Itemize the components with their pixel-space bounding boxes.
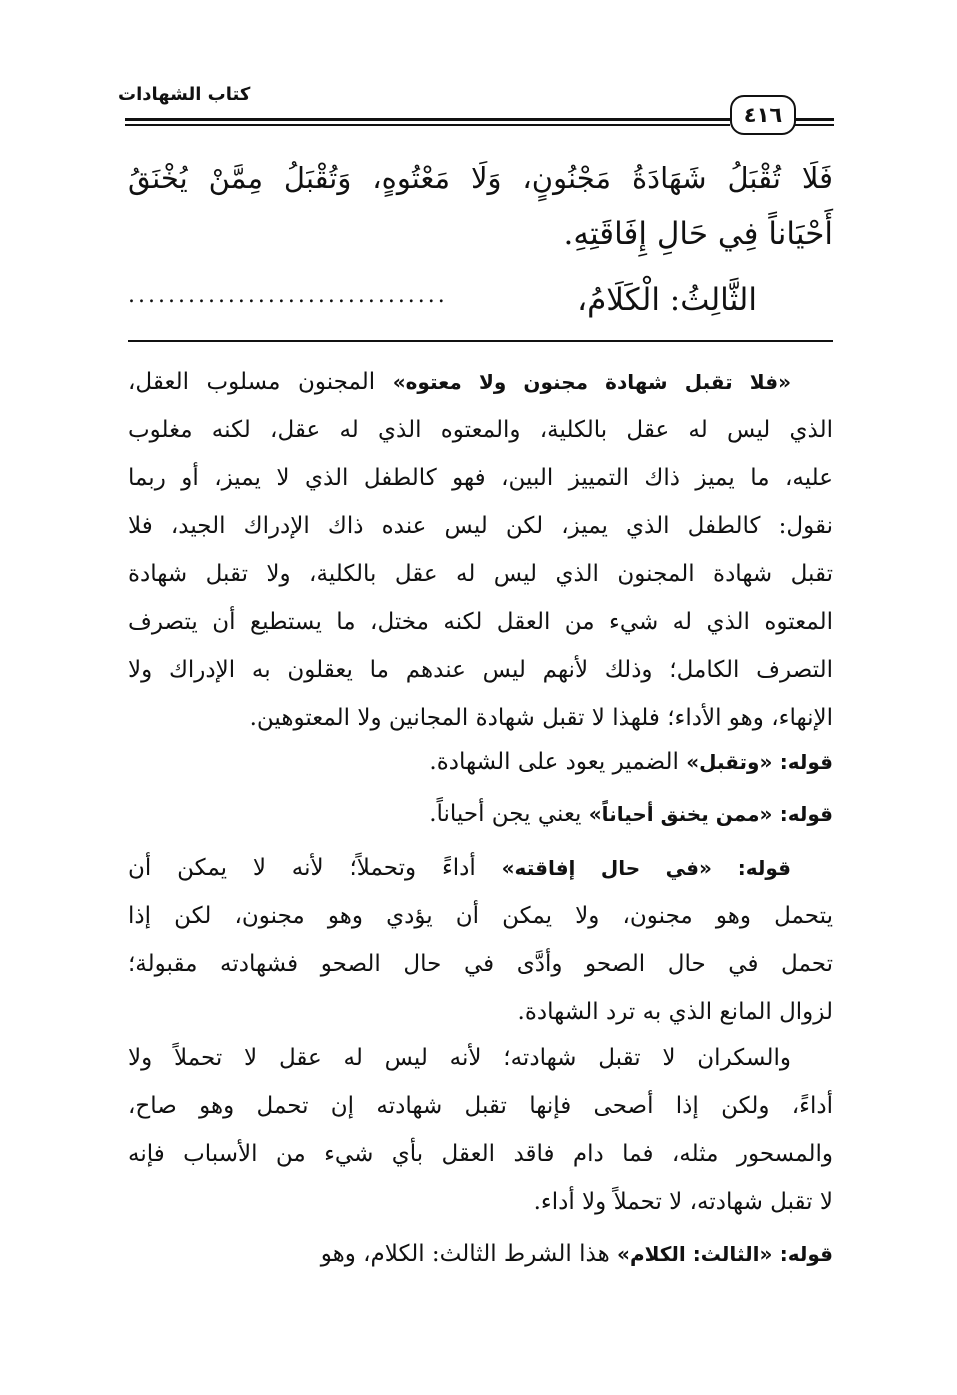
commentary-line: والسكران لا تقبل شهادته؛ لأنه ليس له عقل لا تحملاً ولا [128,1045,791,1071]
quoted-matn: «في حال إفاقته» [501,856,712,880]
header-rule-right [794,118,834,121]
commentary-paragraph-2 [128,738,875,786]
dotted-leader: ................................ [128,283,448,308]
commentary-paragraph-4 [128,844,833,1036]
commentary-text: يعني يجن أحياناً. [429,801,589,827]
matn-line-1: فَلَا تُقْبَلُ شَهَادَةُ مَجْنُونٍ، وَلَا مَعْتُوهٍ، وَتُقْبَلُ مِمَّنْ يُخْنَقُ [128,161,833,195]
quoted-matn: «الثالث: الكلام» [617,1242,773,1266]
header-rule-thin [125,124,730,126]
commentary-line: أداءً، ولكن إذا أصحى فإنها تقبل شهادته إن تحمل وهو صاح، [128,1093,833,1119]
commentary-paragraph-6 [128,1230,875,1278]
commentary-line: لا تقبل شهادته، لا تحملاً ولا أداء. [533,1189,833,1215]
commentary-line: يتحمل وهو مجنون، ولا يمكن أن يؤدي وهو مجنون، لكن إذا [128,903,833,929]
commentary-line: تقبل شهادة المجنون الذي ليس له عقل بالكلية، ولا تقبل شهادة [128,561,833,587]
matn-line-2: أَحْيَاناً فِي حَالِ إِفَاقَتِهِ. [563,216,833,252]
commentary-line: تحمل في حال الصحو وأدَّى في حال الصحو فشهادته مقبولة؛ [128,951,833,977]
commentary-text: أداءً وتحملاً؛ لأنه لا يمكن أن [128,855,502,881]
commentary-line: عليه، ما يميز ذاك التمييز البين، فهو كالطفل الذي لا يميز، أو ربما [128,465,833,491]
qawluh-label: قوله: [779,750,833,774]
qawluh-label: قوله: [779,802,833,826]
commentary-paragraph-1 [128,358,833,742]
commentary-line: والمسحور مثله، فما دام فاقد العقل بأي شيء من الأسباب فإنه [128,1141,833,1167]
quoted-matn: «فلا تقبل شهادة مجنون ولا معتوه» [392,370,791,394]
matn-line-3: الثَّالِثُ: الْكَلَامُ، [577,282,757,318]
commentary-line: الذي ليس له عقل بالكلية، والمعتوه الذي له عقل، لكنه مغلوب [128,417,833,443]
running-title: كتاب الشهادات [118,84,251,105]
commentary-text: المجنون مسلوب العقل، [128,369,393,395]
commentary-line: لزوال المانع الذي به ترد الشهادة. [517,999,833,1025]
commentary-line [128,844,833,892]
commentary-line: التصرف الكامل؛ وذلك لأنهم ليس عندهم ما يعقلون به الإدراك ولا [128,657,833,683]
commentary-paragraph-5 [128,1034,833,1226]
commentary-line: نقول: كالطفل الذي يميز، لكن ليس عنده ذاك الإدراك الجيد، فلا [128,513,833,539]
qawluh-label: قوله: [779,1242,833,1266]
quoted-matn: «وتقبل» [686,750,773,774]
page-number: ٤١٦ [730,95,796,135]
qawluh-label: قوله: [737,856,792,880]
matn-commentary-separator [128,340,833,342]
quoted-matn: «ممن يخنق أحياناً» [588,802,773,826]
commentary-line [128,358,833,406]
header-rule [125,118,730,121]
commentary-paragraph-3 [128,790,875,838]
header-rule-right-thin [794,124,834,126]
commentary-line: المعتوه الذي له شيء من العقل لكنه مختل، ما يستطيع أن يتصرف [128,609,833,635]
commentary-text: هذا الشرط الثالث: الكلام، وهو [320,1241,618,1267]
commentary-text: الضمير يعود على الشهادة. [429,749,687,775]
commentary-line: الإنهاء، وهو الأداء؛ فلهذا لا تقبل شهادة المجانين ولا المعتوهين. [249,705,833,731]
